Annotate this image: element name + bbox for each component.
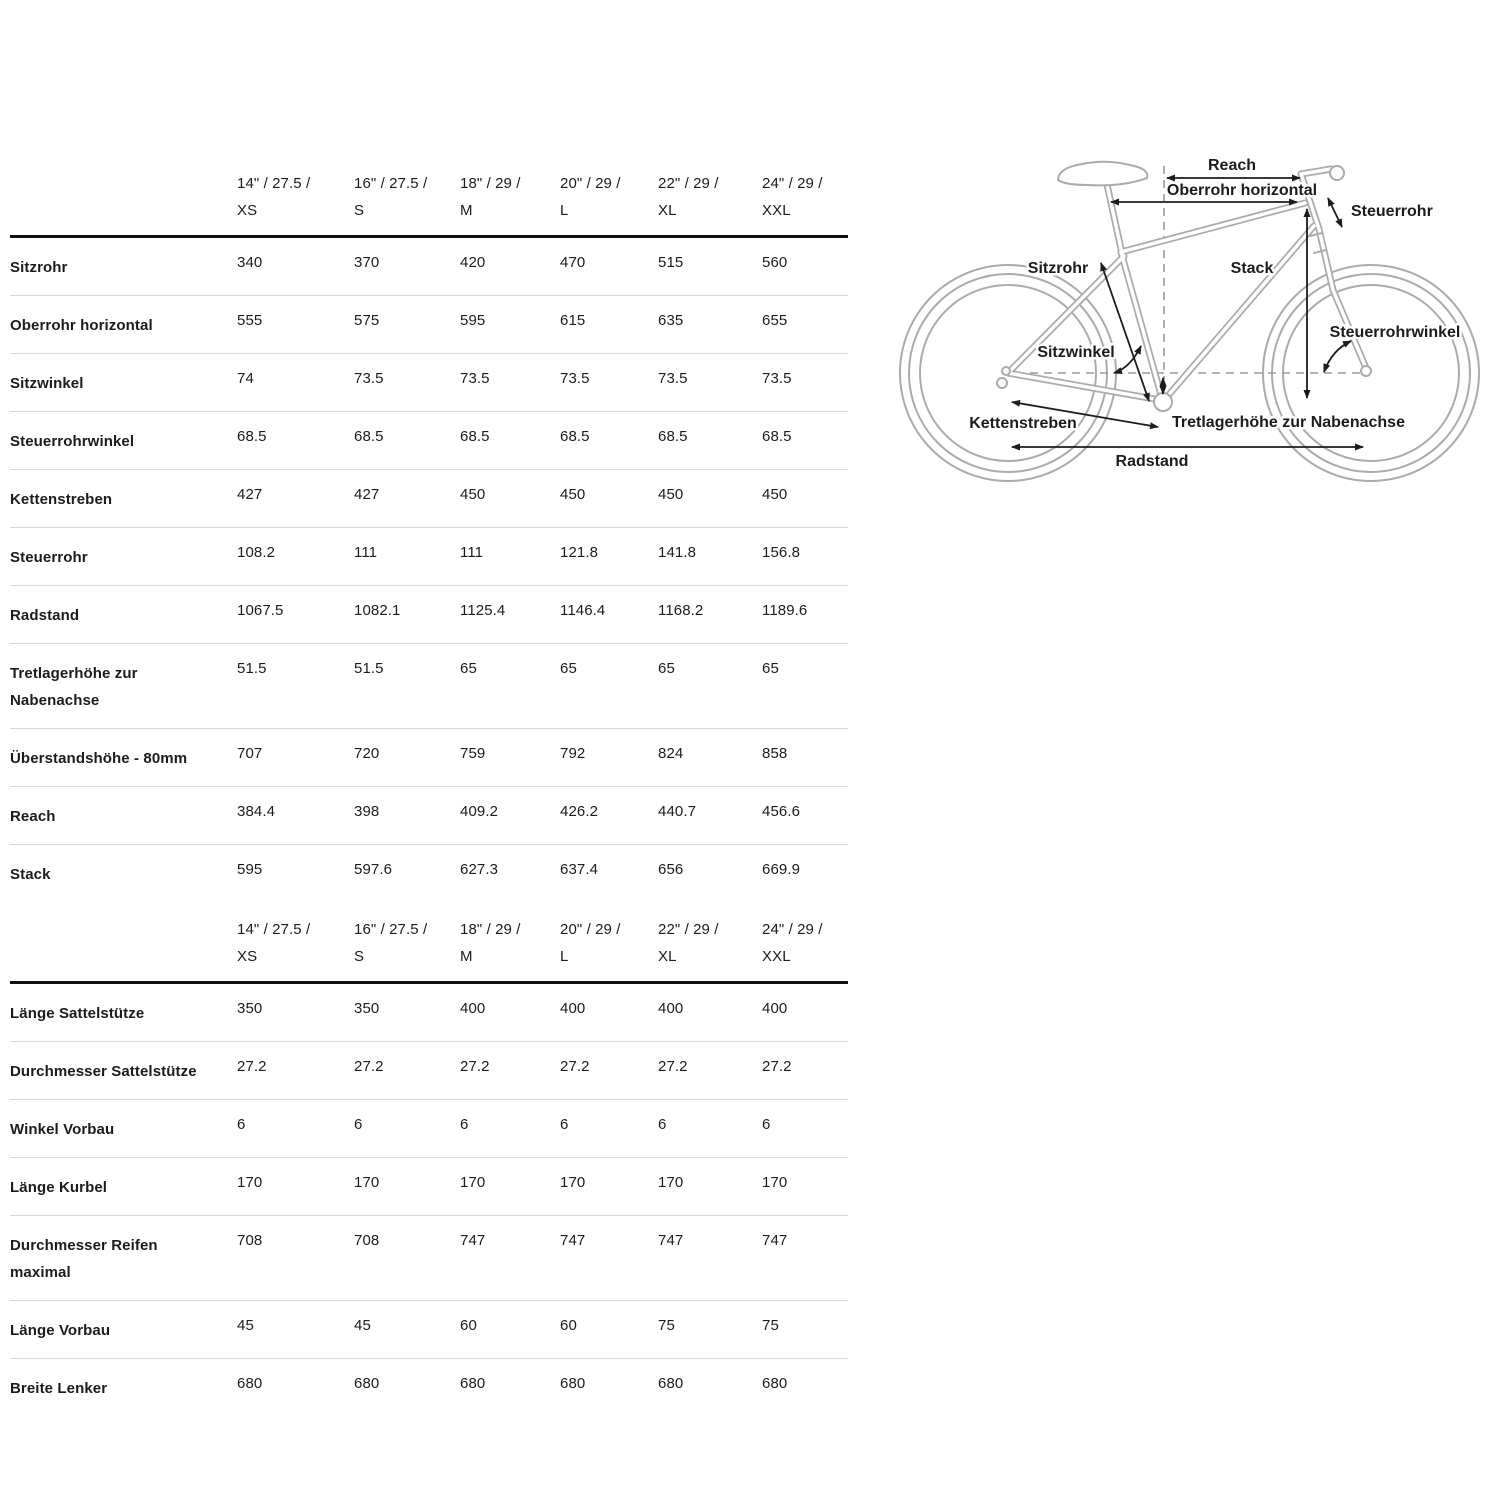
cell-value: 1146.4 <box>560 602 606 619</box>
row-label: Winkel Vorbau <box>10 1121 115 1138</box>
cell-value: 1125.4 <box>460 602 506 619</box>
header-spacer <box>10 916 202 930</box>
cell-value: 595 <box>460 312 486 329</box>
cell-value: 680 <box>560 1375 586 1392</box>
cell-value: 400 <box>460 1000 486 1017</box>
cell-value: 65 <box>762 660 779 677</box>
cell-value: 73.5 <box>658 370 688 387</box>
table-row <box>10 1301 848 1359</box>
cell-value: 170 <box>460 1174 486 1191</box>
cell-value: 440.7 <box>658 803 697 820</box>
cell-value: 170 <box>237 1174 263 1191</box>
size-wheel-label: 14" / 27.5 / <box>237 921 311 938</box>
table-row <box>10 845 848 902</box>
cell-value: 427 <box>237 486 263 503</box>
cell-value: 27.2 <box>237 1058 267 1075</box>
table-row <box>10 1042 848 1100</box>
cell-value: 792 <box>560 745 586 762</box>
row-label: Steuerrohr <box>10 549 88 566</box>
rear-dropout <box>1002 367 1010 375</box>
column-header <box>658 170 762 224</box>
size-code-label: M <box>460 202 473 219</box>
cell-value: 450 <box>560 486 586 503</box>
header-row <box>10 904 848 984</box>
diagram-label-kettenstreben: Kettenstreben <box>969 415 1077 432</box>
cell-value: 450 <box>762 486 788 503</box>
size-wheel-label: 20" / 29 / <box>560 921 621 938</box>
cell-value: 68.5 <box>237 428 267 445</box>
diagram-label-sitzwinkel: Sitzwinkel <box>1037 344 1115 361</box>
cell-value: 45 <box>237 1317 254 1334</box>
cell-value: 27.2 <box>460 1058 490 1075</box>
size-wheel-label: 24" / 29 / <box>762 921 823 938</box>
cell-value: 858 <box>762 745 788 762</box>
saddle <box>1058 162 1147 186</box>
size-code-label: M <box>460 948 473 965</box>
cell-value: 720 <box>354 745 380 762</box>
steuerrohr-arrow <box>1328 198 1342 227</box>
table-row <box>10 470 848 528</box>
cell-value: 68.5 <box>762 428 792 445</box>
table-row <box>10 238 848 296</box>
row-label: Sitzwinkel <box>10 375 84 392</box>
cell-value: 60 <box>560 1317 577 1334</box>
cell-value: 68.5 <box>658 428 688 445</box>
cell-value: 45 <box>354 1317 371 1334</box>
cell-value: 75 <box>762 1317 779 1334</box>
size-wheel-label: 24" / 29 / <box>762 175 823 192</box>
cell-value: 637.4 <box>560 861 599 878</box>
cell-value: 575 <box>354 312 380 329</box>
cell-value: 6 <box>762 1116 771 1133</box>
size-wheel-label: 16" / 27.5 / <box>354 175 428 192</box>
cell-value: 68.5 <box>560 428 590 445</box>
cell-value: 340 <box>237 254 263 271</box>
table-row <box>10 354 848 412</box>
cell-value: 1082.1 <box>354 602 401 619</box>
cell-value: 111 <box>354 544 378 561</box>
diagram-label-radstand: Radstand <box>1115 453 1189 470</box>
cell-value: 68.5 <box>354 428 384 445</box>
cell-value: 27.2 <box>658 1058 688 1075</box>
column-header <box>354 170 460 224</box>
cell-value: 680 <box>762 1375 788 1392</box>
cell-value: 656 <box>658 861 684 878</box>
handlebar-grip <box>1330 166 1344 180</box>
cell-value: 560 <box>762 254 788 271</box>
cell-value: 170 <box>354 1174 380 1191</box>
column-header <box>460 170 560 224</box>
size-wheel-label: 14" / 27.5 / <box>237 175 311 192</box>
table-row <box>10 644 848 729</box>
size-wheel-label: 22" / 29 / <box>658 921 719 938</box>
column-header <box>354 916 460 970</box>
cell-value: 824 <box>658 745 684 762</box>
cell-value: 747 <box>762 1232 788 1249</box>
size-table-geometry <box>10 158 848 902</box>
steuerrohrwinkel-arc <box>1324 341 1351 372</box>
cell-value: 680 <box>354 1375 380 1392</box>
size-code-label: XL <box>658 202 677 219</box>
geometry-tables <box>10 158 848 1416</box>
cell-value: 400 <box>658 1000 684 1017</box>
rear-derailleur <box>997 378 1007 388</box>
cell-value: 68.5 <box>460 428 490 445</box>
cell-value: 456.6 <box>762 803 801 820</box>
column-header <box>762 916 848 970</box>
cell-value: 450 <box>460 486 486 503</box>
cell-value: 615 <box>560 312 586 329</box>
row-label: Durchmesser Sattelstütze <box>10 1063 197 1080</box>
cell-value: 170 <box>762 1174 788 1191</box>
cell-value: 398 <box>354 803 380 820</box>
column-header <box>237 916 354 970</box>
cell-value: 6 <box>658 1116 667 1133</box>
size-wheel-label: 18" / 29 / <box>460 175 521 192</box>
size-wheel-label: 22" / 29 / <box>658 175 719 192</box>
cell-value: 707 <box>237 745 263 762</box>
cell-value: 400 <box>762 1000 788 1017</box>
cell-value: 51.5 <box>354 660 384 677</box>
cell-value: 400 <box>560 1000 586 1017</box>
diagram-labels <box>969 157 1460 470</box>
table-row <box>10 586 848 644</box>
row-label: Länge Kurbel <box>10 1179 108 1196</box>
cell-value: 75 <box>658 1317 675 1334</box>
bike-geometry-diagram <box>890 130 1500 500</box>
size-code-label: S <box>354 202 365 219</box>
cell-value: 450 <box>658 486 684 503</box>
bottom-bracket <box>1154 393 1172 411</box>
row-label: Sitzrohr <box>10 259 68 276</box>
cell-value: 108.2 <box>237 544 276 561</box>
row-label: Radstand <box>10 607 80 624</box>
cell-value: 680 <box>460 1375 486 1392</box>
cell-value: 65 <box>560 660 577 677</box>
size-code-label: XS <box>237 202 258 219</box>
row-label: Oberrohr horizontal <box>10 317 153 334</box>
cell-value: 65 <box>460 660 477 677</box>
row-label: Kettenstreben <box>10 491 113 508</box>
cell-value: 74 <box>237 370 254 387</box>
cell-value: 635 <box>658 312 684 329</box>
row-label: Reach <box>10 808 56 825</box>
cell-value: 73.5 <box>354 370 384 387</box>
cell-value: 1067.5 <box>237 602 284 619</box>
cell-value: 51.5 <box>237 660 267 677</box>
row-label: Überstandshöhe - 80mm <box>10 750 188 767</box>
diagram-label-oberrohr: Oberrohr horizontal <box>1166 182 1318 199</box>
cell-value: 350 <box>237 1000 263 1017</box>
cell-value: 708 <box>237 1232 263 1249</box>
column-header <box>658 916 762 970</box>
row-label: Steuerrohrwinkel <box>10 433 135 450</box>
cell-value: 6 <box>354 1116 363 1133</box>
row-label: Länge Vorbau <box>10 1322 111 1339</box>
cell-value: 655 <box>762 312 788 329</box>
diagram-label-tretlagerhoehe: Tretlagerhöhe zur Nabenachse <box>1172 414 1405 431</box>
row-label: Tretlagerhöhe zur Nabenachse <box>10 665 138 709</box>
row-label: Durchmesser Reifen maximal <box>10 1237 158 1281</box>
header-row <box>10 158 848 238</box>
cell-value: 759 <box>460 745 486 762</box>
cell-value: 427 <box>354 486 380 503</box>
size-table-components <box>10 904 848 1416</box>
cell-value: 409.2 <box>460 803 499 820</box>
cell-value: 6 <box>237 1116 246 1133</box>
cell-value: 73.5 <box>762 370 792 387</box>
size-wheel-label: 16" / 27.5 / <box>354 921 428 938</box>
size-code-label: L <box>560 202 569 219</box>
size-wheel-label: 20" / 29 / <box>560 175 621 192</box>
cell-value: 370 <box>354 254 380 271</box>
cell-value: 27.2 <box>762 1058 792 1075</box>
column-header <box>560 916 658 970</box>
table-row <box>10 528 848 586</box>
cell-value: 426.2 <box>560 803 599 820</box>
diagram-label-steuerrohr: Steuerrohr <box>1351 203 1433 220</box>
diagram-label-sitzrohr: Sitzrohr <box>1027 260 1089 277</box>
size-code-label: L <box>560 948 569 965</box>
cell-value: 73.5 <box>460 370 490 387</box>
column-header <box>560 170 658 224</box>
column-header <box>460 916 560 970</box>
cell-value: 555 <box>237 312 263 329</box>
row-label: Länge Sattelstütze <box>10 1005 145 1022</box>
cell-value: 420 <box>460 254 486 271</box>
cell-value: 515 <box>658 254 684 271</box>
table-row <box>10 1158 848 1216</box>
cell-value: 384.4 <box>237 803 276 820</box>
cell-value: 27.2 <box>354 1058 384 1075</box>
cell-value: 121.8 <box>560 544 599 561</box>
table-row <box>10 1100 848 1158</box>
cell-value: 470 <box>560 254 586 271</box>
size-code-label: XXL <box>762 202 791 219</box>
table-row <box>10 1359 848 1416</box>
cell-value: 27.2 <box>560 1058 590 1075</box>
cell-value: 170 <box>658 1174 684 1191</box>
row-label: Breite Lenker <box>10 1380 108 1397</box>
cell-value: 597.6 <box>354 861 393 878</box>
diagram-label-reach: Reach <box>1207 157 1257 174</box>
cell-value: 595 <box>237 861 263 878</box>
cell-value: 680 <box>237 1375 263 1392</box>
table-row <box>10 412 848 470</box>
cell-value: 65 <box>658 660 675 677</box>
cell-value: 747 <box>460 1232 486 1249</box>
cell-value: 669.9 <box>762 861 801 878</box>
cell-value: 350 <box>354 1000 380 1017</box>
cell-value: 627.3 <box>460 861 499 878</box>
table-row <box>10 984 848 1042</box>
cell-value: 680 <box>658 1375 684 1392</box>
table-row <box>10 729 848 787</box>
size-code-label: XXL <box>762 948 791 965</box>
size-wheel-label: 18" / 29 / <box>460 921 521 938</box>
cell-value: 170 <box>560 1174 586 1191</box>
cell-value: 747 <box>658 1232 684 1249</box>
cell-value: 708 <box>354 1232 380 1249</box>
table-row <box>10 296 848 354</box>
cell-value: 747 <box>560 1232 586 1249</box>
size-code-label: S <box>354 948 365 965</box>
diagram-label-steuerrohrwinkel: Steuerrohrwinkel <box>1329 324 1461 341</box>
cell-value: 6 <box>560 1116 569 1133</box>
cell-value: 1168.2 <box>658 602 704 619</box>
row-label: Stack <box>10 866 51 883</box>
diagram-label-stack: Stack <box>1230 260 1274 277</box>
cell-value: 73.5 <box>560 370 590 387</box>
header-spacer <box>10 170 202 184</box>
cell-value: 1189.6 <box>762 602 808 619</box>
column-header <box>762 170 848 224</box>
size-code-label: XS <box>237 948 258 965</box>
cell-value: 6 <box>460 1116 469 1133</box>
front-dropout <box>1361 366 1371 376</box>
size-code-label: XL <box>658 948 677 965</box>
cell-value: 141.8 <box>658 544 697 561</box>
table-row <box>10 787 848 845</box>
column-header <box>237 170 354 224</box>
cell-value: 60 <box>460 1317 477 1334</box>
cell-value: 111 <box>460 544 484 561</box>
table-row <box>10 1216 848 1301</box>
cell-value: 156.8 <box>762 544 801 561</box>
